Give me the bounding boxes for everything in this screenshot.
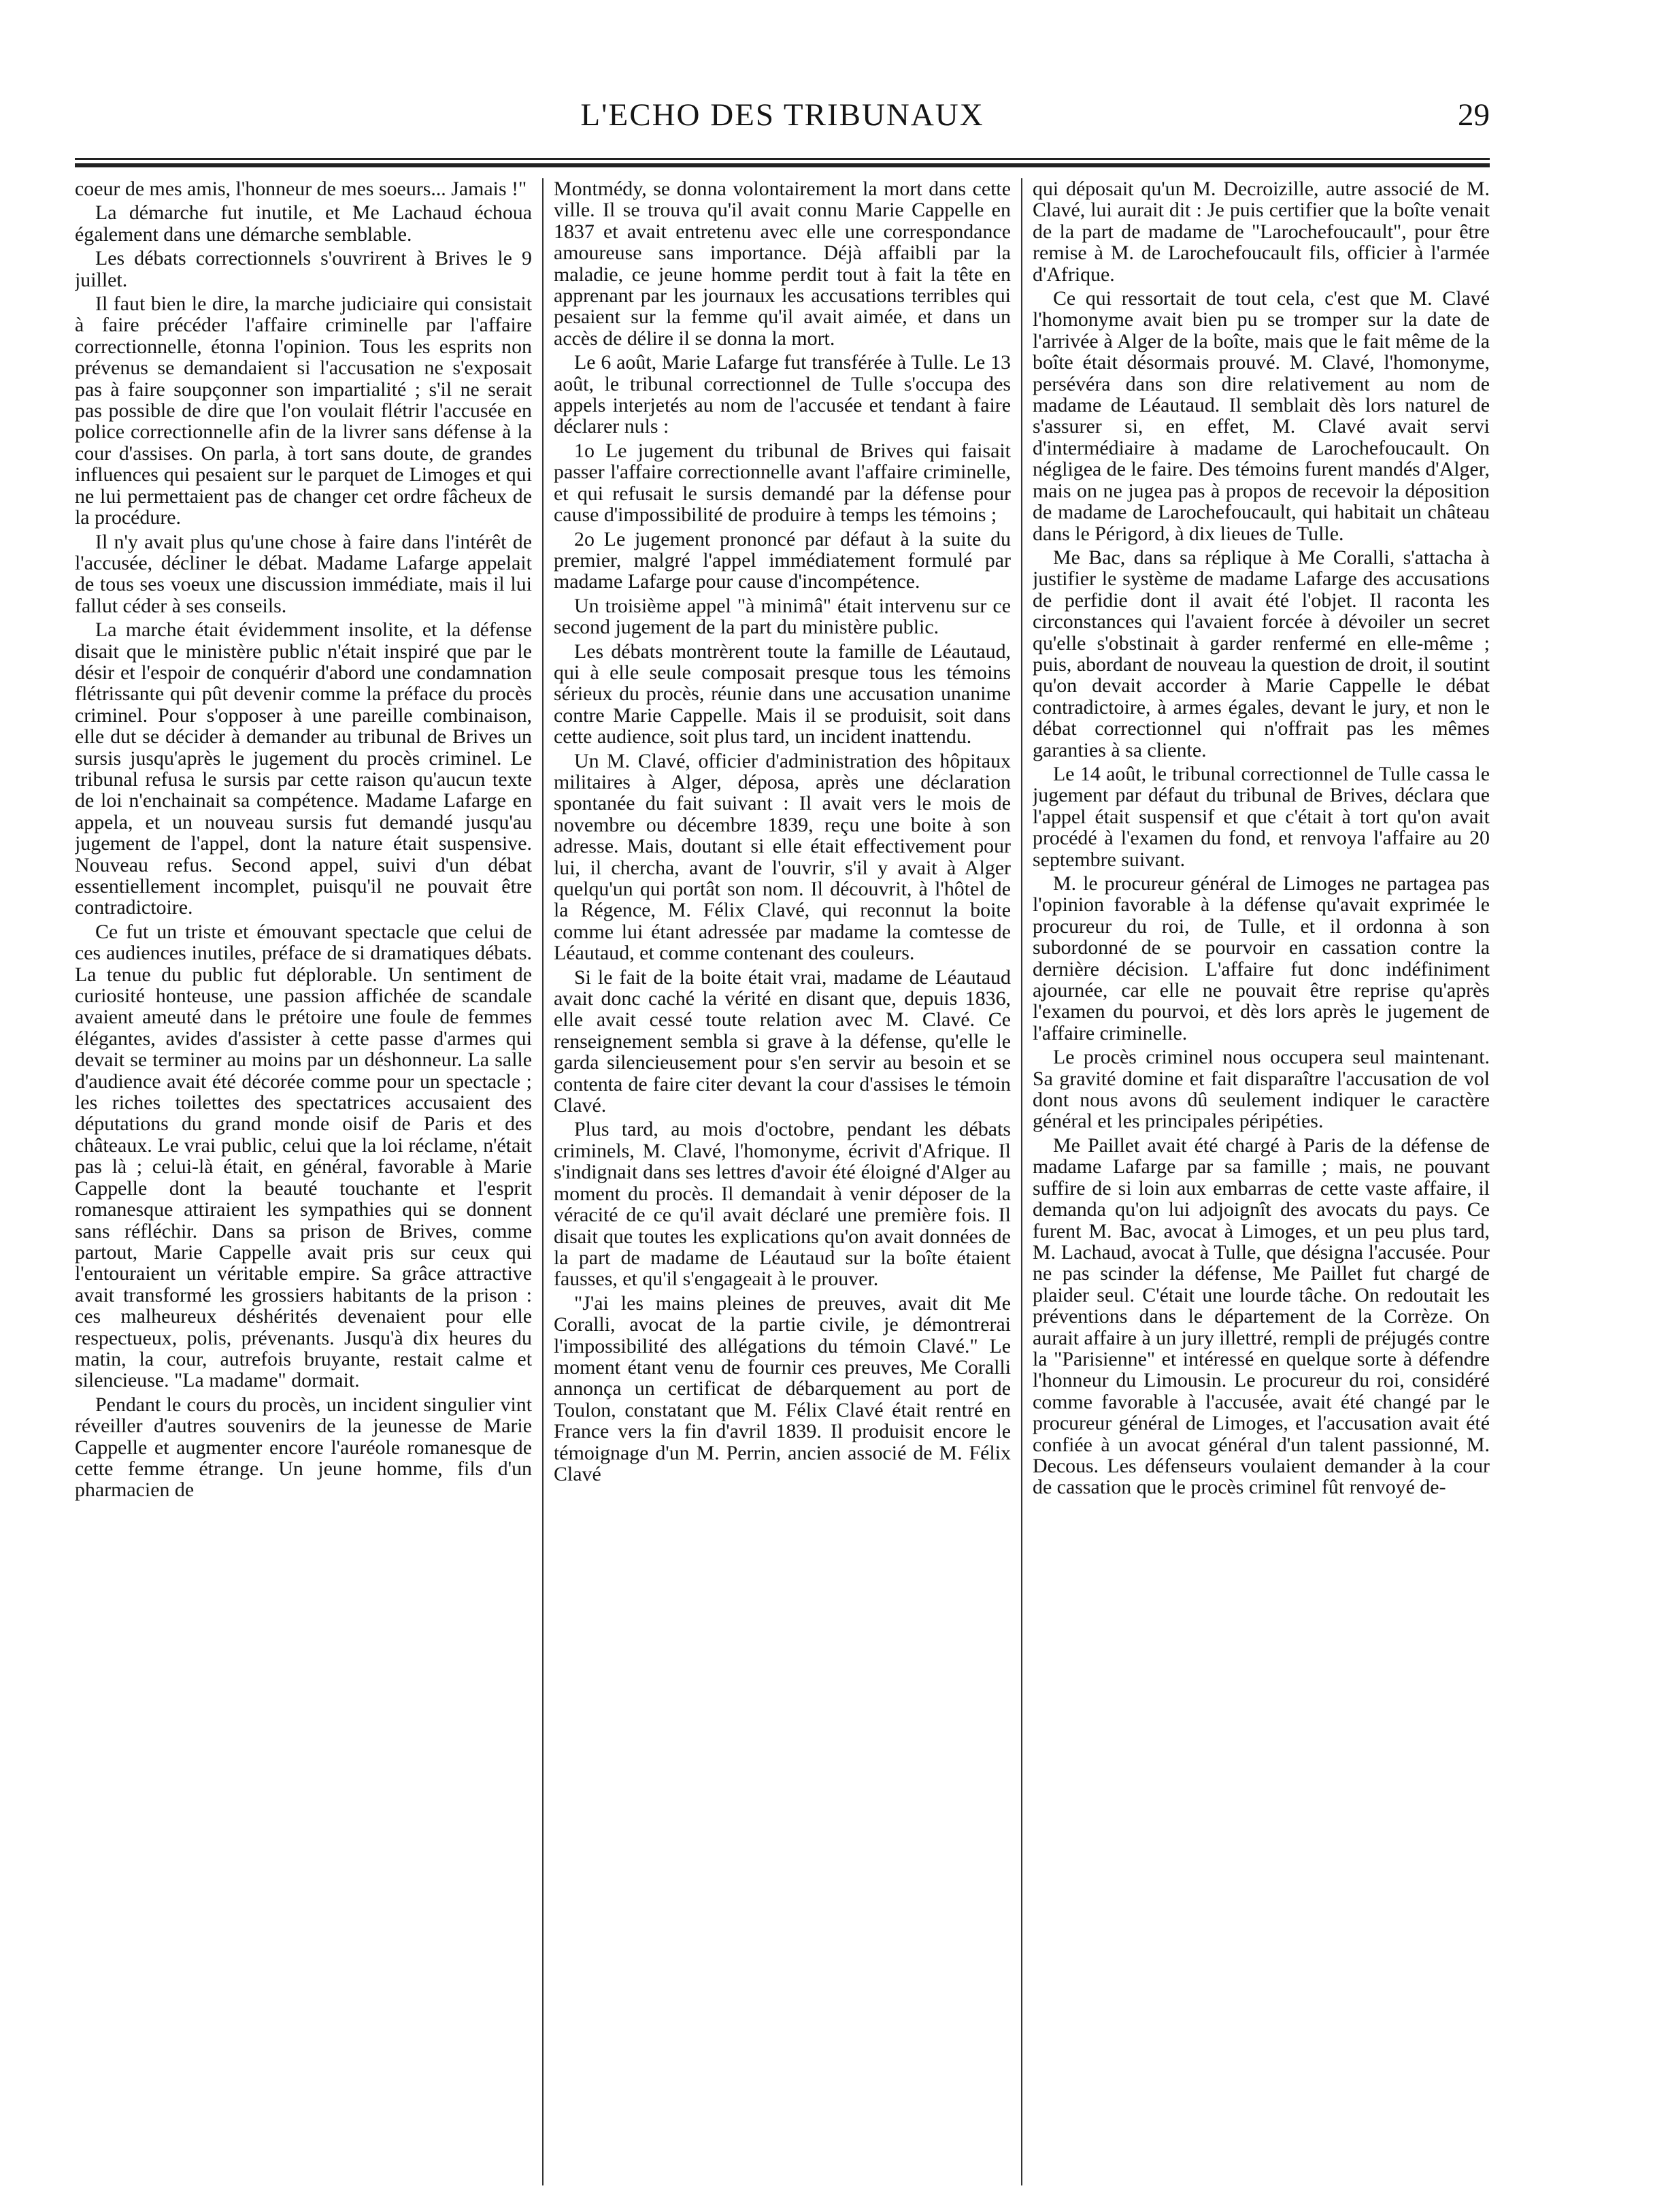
page-header [75,97,1490,144]
column-divider [1021,178,1022,2185]
paragraph: Les débats montrèrent toute la famille de Léautaud, qui à elle seule composait presque tous les témoins sérieux du procès, réunie dans une accusation unanime contre Marie Cappelle. Mais il se produisit, soit dans cette audience, soit plus tard, un incident inattendu. [554,640,1011,748]
paragraph: Il n'y avait plus qu'une chose à faire dans l'intérêt de l'accusée, décliner le débat. Madame Lafarge appelait de tous ses voeux une discussion immédiate, mais il lui fallut céder à ses conseils. [75,530,532,617]
column-2 [554,178,1011,2185]
paragraph: Le procès criminel nous occupera seul maintenant. Sa gravité domine et fait disparaître l'accusation de vol dont nous avons dû seulement indiquer le caractère général et les principales péripéties. [1033,1046,1490,1133]
page-number: 29 [1458,97,1490,133]
paragraph: Me Bac, dans sa réplique à Me Coralli, s'attacha à justifier le système de madame Lafarge des accusations de perfidie dont il avait été l'objet. Il raconta les circonstances qui l'avaient forcée à dévoiler un secret qu'elle s'obstinait à garder renfermé en elle-même ; puis, abordant de nouveau la question de droit, il soutint qu'on devait accorder à Marie Cappelle le débat contradictoire, à armes égales, devant le jury, et non le débat correctionnel qui n'offrait pas les mêmes garanties à sa cliente. [1033,546,1490,761]
paragraph: La marche était évidemment insolite, et la défense disait que le ministère public n'était inspiré que par le désir et l'espoir de conquérir d'abord une condamnation flétrissante qui pût devenir comme la préface du procès criminel. Pour s'opposer à une pareille combinaison, elle dut se décider à demander au tribunal de Brives un sursis jusqu'après le jugement du procès criminel. Le tribunal refusa le sursis par cette raison qu'aucun texte de loi n'enchainait sa compétence. Madame Lafarge en appela, et un nouveau sursis fut demandé jusqu'au jugement de l'appel, dont la nature était suspensive. Nouveau refus. Second appel, suivi d'un débat essentiellement incomplet, puisqu'il ne pouvait être contradictoire. [75,618,532,919]
paragraph: Le 6 août, Marie Lafarge fut transférée à Tulle. Le 13 août, le tribunal correctionnel de Tulle s'occupa des appels interjetés au nom de l'accusée et tendant à faire déclarer nuls : [554,351,1011,438]
paragraph: M. le procureur général de Limoges ne partagea pas l'opinion favorable à la défense qu'avait exprimée le procureur du roi, de Tulle, et il ordonna à son subordonné de se pourvoir en cassation contre la dernière décision. L'affaire fut donc indéfiniment ajournée, car elle ne pouvait être reprise qu'après l'examen du pourvoi, et dès lors après le jugement de l'affaire criminelle. [1033,872,1490,1044]
paragraph: La démarche fut inutile, et Me Lachaud échoua également dans une démarche semblable. [75,201,532,246]
column-1 [75,178,532,2185]
paragraph: "J'ai les mains pleines de preuves, avait dit Me Coralli, avocat de la partie civile, je démontrerai l'impossibilité des allégations du témoin Clavé." Le moment étant venu de fournir ces preuves, Me Coralli annonça un certificat de débarquement au port de Toulon, constatant que M. Félix Clavé était rentré en France vers la fin d'avril 1839. Il produisit encore le témoignage d'un M. Perrin, ancien associé de M. Félix Clavé [554,1291,1011,1485]
header-rule-thick [75,163,1490,167]
paragraph: Ce fut un triste et émouvant spectacle que celui de ces audiences inutiles, préface de si dramatiques débats. La tenue du public fut déplorable. Un sentiment de curiosité honteuse, une passion affichée de scandale avaient ameuté dans le prétoire une foule de femmes élégantes, avides d'assister à cette passe d'armes qui devait se terminer au moins par un déshonneur. La salle d'audience avait été décorée comme pour un spectacle ; les riches toilettes des spectatrices accusaient des députations du grand monde oisif de Paris et des châteaux. Le vrai public, celui que la loi réclame, n'était pas là ; celui-là était, en général, favorable à Marie Cappelle dont la beauté touchante et l'esprit romanesque attiraient les sympathies qui se donnent sans réfléchir. Dans sa prison de Brives, comme partout, Marie Cappelle avait pris sur ceux qui l'entouraient un véritable empire. Sa grâce attractive avait transformé les grossiers habitants de la prison : ces malheureux déshérités devenaient pour elle respectueux, polis, prévenants. Jusqu'à dix heures du matin, la cour, autrefois bruyante, restait calme et silencieuse. "La madame" dormait. [75,920,532,1392]
column-divider [542,178,544,2185]
paragraph: Plus tard, au mois d'octobre, pendant les débats criminels, M. Clavé, l'homonyme, écrivit d'Afrique. Il s'indignait dans ses lettres d'avoir été éloigné d'Alger au moment du procès. Il demandait à venir déposer de la véracité de ce qu'il avait déclaré une première fois. Il disait que toutes les explications qu'on avait données de la part de madame de Léautaud sur la boîte étaient fausses, et qu'il s'engageait à le prouver. [554,1118,1011,1291]
paragraph: Pendant le cours du procès, un incident singulier vint réveiller d'autres souvenirs de la jeunesse de Marie Cappelle et augmenter encore l'auréole romanesque de cette femme étrange. Un jeune homme, fils d'un pharmacien de [75,1393,532,1502]
paragraph: 1o Le jugement du tribunal de Brives qui faisait passer l'affaire correctionnelle avant l'affaire criminelle, et qui refusait le sursis demandé par la défense pour cause d'impossibilité de produire à temps les témoins ; [554,439,1011,527]
text-columns [75,178,1490,2185]
paragraph: Un troisième appel "à minimâ" était intervenu sur ce second jugement de la part du ministère public. [554,594,1011,639]
paragraph: Il faut bien le dire, la marche judiciaire qui consistait à faire précéder l'affaire criminelle par l'affaire correctionnelle, étonna l'opinion. Tous les esprits non prévenus se demandaient si l'accusation ne s'exposait pas à faire soupçonner son impartialité ; s'il ne serait pas possible de dire que l'on voulait flétrir l'accusée en police correctionnelle afin de la livrer sans défense à la cour d'assises. On parla, à tort sans doute, de grandes influences qui pesaient sur le parquet de Limoges et qui ne lui permettaient pas de changer cet ordre fâcheux de la procédure. [75,293,532,529]
column-3 [1033,178,1490,2185]
running-title: L'ECHO DES TRIBUNAUX [580,97,984,133]
paragraph: Un M. Clavé, officier d'administration des hôpitaux militaires à Alger, déposa, après une déclaration spontanée du fait suivant : Il avait vers le mois de novembre ou décembre 1839, reçu une boite à son adresse. Mais, doutant si elle était effectivement pour lui, il chercha, avant de l'ouvrir, s'il y avait à Alger quelqu'un qui portât son nom. Il découvrit, à l'hôtel de la Régence, M. Félix Clavé, qui reconnut la boite comme lui étant adressée par madame la comtesse de Léautaud, et comme contenant des couleurs. [554,749,1011,965]
paragraph: Montmédy, se donna volontairement la mort dans cette ville. Il se trouva qu'il avait connu Marie Cappelle en 1837 et avait entretenu avec elle une correspondance amoureuse sans importance. Déjà affaibli par la maladie, ce jeune homme perdit tout à fait la tête en apprenant par les journaux les accusations terribles qui pesaient sur la femme qu'il avait aimée, et dans un accès de délire il se donna la mort. [554,178,1011,350]
paragraph: Le 14 août, le tribunal correctionnel de Tulle cassa le jugement par défaut du tribunal de Brives, déclara que l'appel était suspensif et que c'était à tort qu'on avait procédé à l'examen du fond, et renvoya l'affaire au 20 septembre suivant. [1033,762,1490,871]
header-rule-thin [75,158,1490,160]
paragraph: Les débats correctionnels s'ouvrirent à Brives le 9 juillet. [75,247,532,291]
paragraph: Si le fait de la boite était vrai, madame de Léautaud avait donc caché la vérité en disant que, depuis 1836, elle avait cessé toute relation avec M. Clavé. Ce renseignement sembla si grave à la défense, qu'elle le garda silencieusement pour s'en servir au besoin et se contenta de faire citer devant la cour d'assises le témoin Clavé. [554,965,1011,1117]
paragraph: Me Paillet avait été chargé à Paris de la défense de madame Lafarge par sa famille ; mais, ne pouvant suffire de si loin aux embarras de cette vaste affaire, il demanda qu'on lui adjoignît des avocats du pays. Ce furent M. Bac, avocat à Limoges, et un peu plus tard, M. Lachaud, avocat à Tulle, que désigna l'accusée. Pour ne pas scinder la défense, Me Paillet fut chargé de plaider seul. C'était une lourde tâche. On redoutait les préventions dans le département de la Corrèze. On aurait affaire à un jury illettré, rempli de préjugés contre la "Parisienne" et intéressé en quelque sorte à défendre l'honneur du Limousin. Le procureur du roi, considéré comme favorable à l'accusée, avait été changé par le procureur général de Limoges, et l'accusation avait été confiée à un avocat général d'un talent passionné, M. Decous. Les défenseurs voulaient demander à la cour de cassation que le procès criminel fût renvoyé de- [1033,1134,1490,1499]
paragraph: Ce qui ressortait de tout cela, c'est que M. Clavé l'homonyme avait bien pu se tromper sur la date de l'arrivée à Alger de la boîte, mais que le fait même de la boîte était désormais prouvé. M. Clavé, l'homonyme, persévéra dans son dire relativement au nom de madame de Léautaud. Il semblait dès lors naturel de s'assurer si, en effet, M. Clavé avait servi d'intermédiaire à madame de Larochefoucault. On négligea de le faire. Des témoins furent mandés d'Alger, mais on ne jugea pas à propos de recevoir la déposition de madame de Larochefoucault, qui habitait un château dans le Périgord, à dix lieues de Tulle. [1033,287,1490,545]
paragraph: qui déposait qu'un M. Decroizille, autre associé de M. Clavé, lui aurait dit : Je puis certifier que la boîte venait de la part de madame de "Larochefoucault", pour être remise à M. de Larochefoucault fils, officier à l'armée d'Afrique. [1033,178,1490,286]
paragraph: coeur de mes amis, l'honneur de mes soeurs... Jamais !" [75,178,527,200]
paragraph: 2o Le jugement prononcé par défaut à la suite du premier, malgré l'appel immédiatement formulé par madame Lafarge pour cause d'incompétence. [554,527,1011,593]
